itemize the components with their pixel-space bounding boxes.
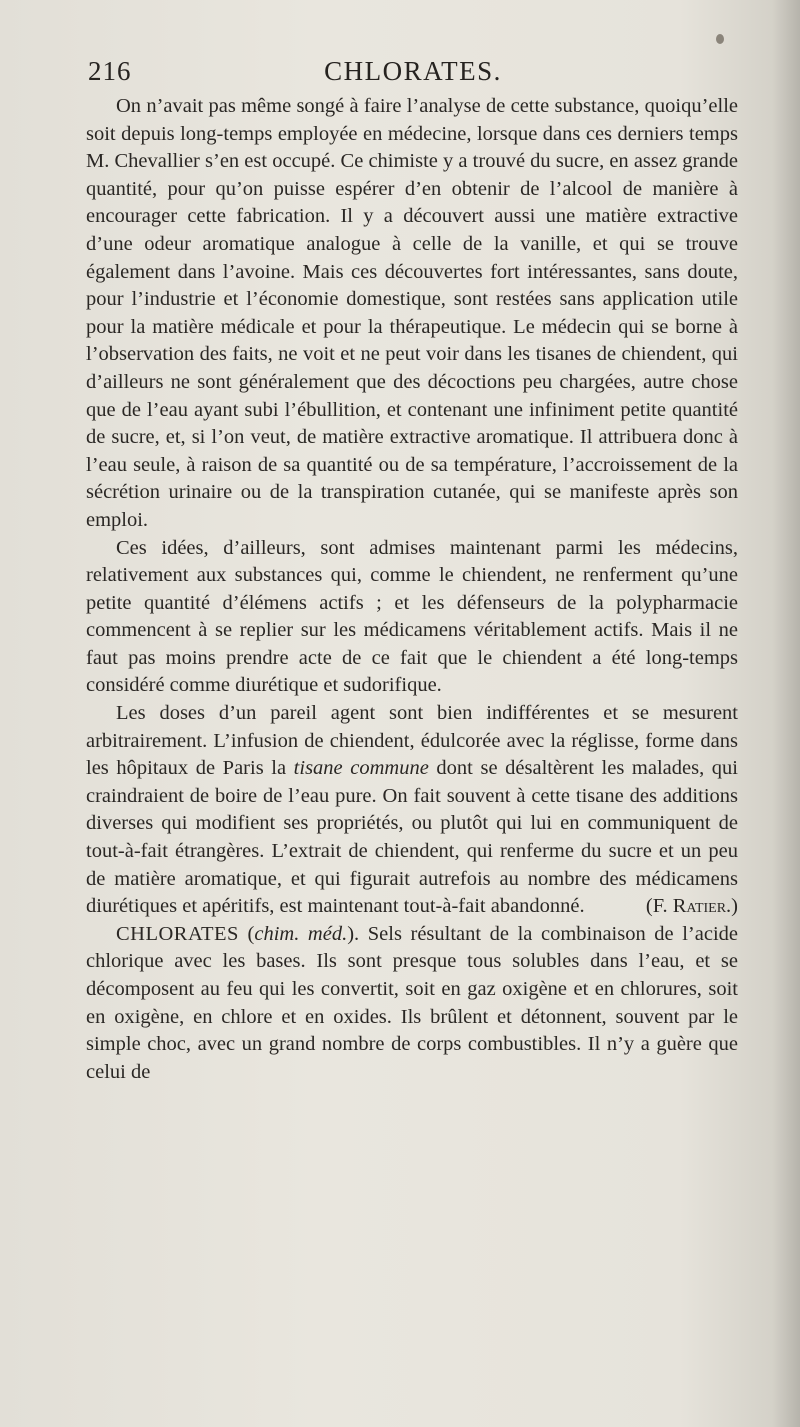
- italic-term: tisane commune: [293, 757, 429, 780]
- entry-label-close: ).: [347, 922, 368, 945]
- page-header: [88, 56, 738, 92]
- spine-shadow: [772, 0, 800, 1427]
- entry-headword: CHLORATES: [116, 922, 239, 945]
- ink-spot: [716, 34, 724, 44]
- paragraph-3-text-after: dont se désaltèrent les malades, qui craindraient de boire de l’eau pure. On fait souvent à cette tisane des additions diverses qui modifient ses propriétés, ou plutôt qui lui en communiquent de tout-à-fait étrangères. L’extrait de chiendent, qui renferme du sucre et un peu de matière aromatique, et qui figurait autrefois au nombre des médicamens diurétiques et apéritifs, est maintenant tout-à-fait abandonné.: [86, 757, 738, 918]
- page-number: 216: [88, 56, 132, 86]
- entry-label-open: (: [238, 922, 255, 945]
- paragraph-4: [86, 921, 738, 1087]
- paragraph-1: On n’avait pas même songé à faire l’analyse de cette substance, quoiqu’elle soit depuis long-temps employée en médecine, lorsque dans ces derniers temps M. Chevallier s’en est occupé. Ce chimiste y a trouvé du sucre, en assez grande quantité, pour qu’on puisse espérer d’en obtenir de l’alcool de manière à encourager cette fabrication. Il y a découvert aussi une matière extractive d’une odeur aromatique analogue à celle de la vanille, et qui se trouve également dans l’avoine. Mais ces découvertes fort intéressantes, sans doute, pour l’industrie et l’économie domestique, sont restées sans application utile pour la matière médicale et pour la thérapeutique. Le médecin qui se borne à l’observation des faits, ne voit et ne peut voir dans les tisanes de chiendent, qui d’ailleurs ne sont généralement que des décoctions peu chargées, autre chose que de l’eau ayant subi l’ébullition, et contenant une infiniment petite quantité de sucre, et, si l’on veut, de matière extractive aromatique. Il attribuera donc à l’eau seule, à raison de sa quantité ou de sa température, l’accroissement de la sécrétion urinaire ou de la transpiration cutanée, qui se manifeste après son emploi.: [86, 95, 738, 531]
- running-head: CHLORATES.: [324, 56, 502, 86]
- paragraph-3: [86, 700, 738, 921]
- body-text: [86, 93, 738, 1086]
- paragraph-2: Ces idées, d’ailleurs, sont admises maintenant parmi les médecins, relativement aux substances qui, comme le chiendent, ne renferment qu’une petite quantité d’élémens actifs ; et les défenseurs de la polypharmacie commencent à se replier sur les médicamens véritablement actifs. Mais il ne faut pas moins prendre acte de ce fait que le chiendent a été long-temps considéré comme diurétique et sudorifique.: [86, 536, 738, 697]
- paragraph-3-text-before: Les doses d’un pareil agent sont bien indifférentes et se mesurent arbitrairement. L’infusion de chiendent, édulcorée avec la réglisse, forme dans les hôpitaux de Paris la: [86, 702, 738, 780]
- author-signature: (F. Ratier.): [645, 895, 738, 918]
- entry-label: chim. méd.: [254, 922, 348, 945]
- paragraph-4-text: Sels résultant de la combinaison de l’acide chlorique avec les bases. Ils sont presque tous solubles dans l’eau, et se décomposent au feu qui les convertit, soit en gaz oxigène et en chlorures, soit en oxigène, en chlore et en oxides. Ils brûlent et détonnent, souvent par le simple choc, avec un grand nombre de corps combustibles. Il n’y a guère que celui de: [86, 922, 738, 1083]
